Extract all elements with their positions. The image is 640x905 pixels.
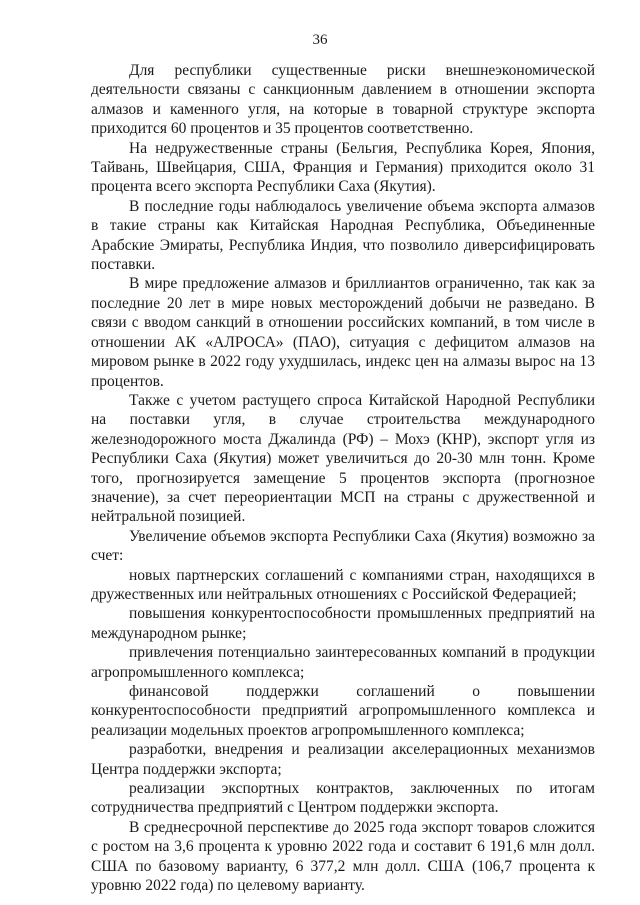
page-number: 36 xyxy=(312,32,328,48)
list-item-agro-companies: привлечения потенциально заинтересованных компаний в продукции агропромышленного комплекса; xyxy=(91,644,595,681)
list-item-export-contracts: реализации экспортных контрактов, заключенных по итогам сотрудничества предприятий с Центром поддержки экспорта. xyxy=(91,780,595,817)
list-item-acceleration-mechanisms: разработки, внедрения и реализации акселерационных механизмов Центра поддержки экспорта; xyxy=(91,741,595,778)
paragraph-coal-export: Также с учетом растущего спроса Китайской Народной Республики на поставки угля, в случае строительства международного железнодорожного моста Джалинда (РФ) – Мохэ (КНР), экспорт угля из Республики Саха (Якутия) может увеличиться до 20-30 млн тонн. Кроме того, прогнозируется замещение 5 процентов экспорта (прогнозное значение), за счет переориентации МСП на страны с дружественной и нейтральной позицией. xyxy=(91,391,595,526)
paragraph-diamond-market: В мире предложение алмазов и бриллиантов ограниченно, так как за последние 20 лет в мире новых месторождений добычи не разведано. В связи с вводом санкций в отношении российских компаний, в том числе в отношении АК «АЛРОСА» (ПАО), ситуация с дефицитом алмазов на мировом рынке в 2022 году ухудшилась, индекс цен на алмазы вырос на 13 процентов. xyxy=(91,275,595,390)
paragraph-medium-term-forecast: В среднесрочной перспективе до 2025 года экспорт товаров сложится с ростом на 3,6 процента к уровню 2022 года и составит 6 191,6 млн долл. США по базовому варианту, 6 377,2 млн долл. США (106,7 процента к уровню 2022 года) по целевому варианту. xyxy=(91,818,595,895)
paragraph-unfriendly-countries: На недружественные страны (Бельгия, Республика Корея, Япония, Тайвань, Швейцария, США, Франция и Германия) приходится около 31 процента всего экспорта Республики Саха (Якутия). xyxy=(91,139,595,196)
paragraph-export-growth-intro: Увеличение объемов экспорта Республики Саха (Якутия) возможно за счет: xyxy=(91,527,595,565)
paragraph-export-diversification: В последние годы наблюдалось увеличение объема экспорта алмазов в такие страны как Китайская Народная Республика, Объединенные Арабские Эмираты, Республика Индия, что позволило диверсифицировать поставки. xyxy=(91,197,595,274)
document-body xyxy=(91,61,595,895)
paragraph-external-risks: Для республики существенные риски внешнеэкономической деятельности связаны с санкционным давлением в отношении экспорта алмазов и каменного угля, на которые в товарной структуре экспорта приходится 60 процентов и 35 процентов соответственно. xyxy=(91,62,595,138)
list-item-financial-support: финансовой поддержки соглашений о повышении конкурентоспособности предприятий агропромышленного комплекса и реализации модельных проектов агропромышленного комплекса; xyxy=(91,683,595,739)
list-item-partner-agreements: новых партнерских соглашений с компаниями стран, находящихся в дружественных или нейтральных отношениях с Российской Федерацией; xyxy=(91,566,595,603)
list-item-competitiveness: повышения конкурентоспособности промышленных предприятий на международном рынке; xyxy=(91,605,595,642)
